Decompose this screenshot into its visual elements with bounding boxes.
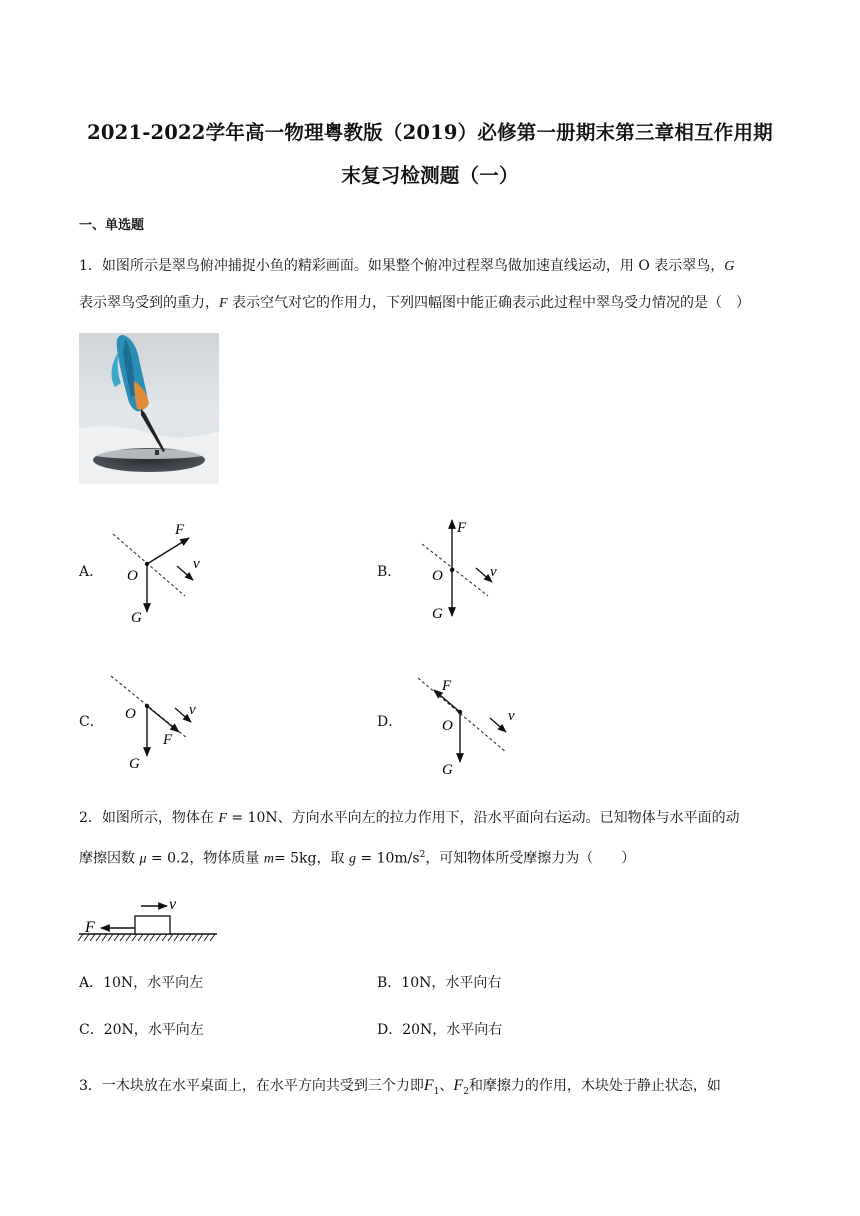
label-g: G	[129, 756, 140, 772]
label-g: G	[432, 606, 443, 622]
label-v: v	[193, 556, 200, 572]
q2-option-b: B．10N，水平向右	[377, 975, 502, 991]
q1-text-a: 表示翠鸟受到的重力，	[79, 295, 219, 311]
label-f: F	[457, 520, 467, 536]
q1-stem-line-2	[79, 293, 750, 314]
q2-text-d: = 0.2，物体质量	[146, 850, 264, 867]
q1-var-f: F	[219, 296, 228, 311]
label-o: O	[125, 706, 136, 722]
q2-var-mu: μ	[139, 851, 147, 867]
document-title-line-1: 2021-2022学年高一物理粤教版（2019）必修第一册期末第三章相互作用期	[87, 121, 773, 144]
q2-text-e: = 5kg，取	[273, 850, 349, 867]
q2-var-f: F	[218, 811, 227, 826]
label-v: v	[169, 896, 177, 913]
q2-stem-line-2	[79, 845, 635, 870]
q1-option-b-diagram	[410, 516, 510, 626]
q3-text-b: 和摩擦力的作用，木块处于静止状态，如	[468, 1078, 721, 1094]
kingfisher-photo	[79, 333, 219, 484]
label-g: G	[131, 610, 142, 626]
q1-option-c-diagram	[105, 668, 205, 778]
label-f: F	[85, 919, 95, 936]
q2-superscript: 2	[419, 850, 426, 860]
q1-var-g: G	[724, 259, 735, 274]
q2-stem-line-1	[79, 808, 740, 829]
q3-sub-1: 1	[433, 1086, 440, 1097]
document-title-line-2: 末复习检测题（一）	[341, 164, 519, 187]
q3-text-a: 3．一木块放在水平桌面上，在水平方向共受到三个力即	[79, 1078, 424, 1094]
q2-text-a: 2．如图所示，物体在	[79, 810, 219, 826]
q2-option-a: A．10N，水平向左	[79, 975, 204, 991]
q2-text-b: = 10N、方向水平向左的拉力作用下，沿水平面向右运动。已知物体与水平面的动	[226, 810, 740, 826]
q3-stem-line-1	[79, 1076, 721, 1102]
q2-text-c: 摩擦因数	[79, 850, 140, 867]
label-v: v	[189, 702, 196, 718]
q3-sep: 、	[439, 1078, 454, 1094]
q1-text: 1．如图所示是翠鸟俯冲捕捉小鱼的精彩画面。如果整个俯冲过程翠鸟做加速直线运动，用 O 表示翠鸟，	[79, 258, 725, 274]
q2-var-m: m	[263, 851, 274, 867]
q2-var-g: g	[348, 851, 356, 867]
section-heading: 一、单选题	[79, 218, 145, 233]
q2-option-c: C．20N，水平向左	[79, 1022, 204, 1038]
q1-option-d-label: D．	[377, 714, 403, 730]
q3-sub-2: 2	[463, 1086, 469, 1097]
label-o: O	[432, 568, 443, 584]
q2-block-figure	[77, 892, 222, 944]
q1-text-b: 表示空气对它的作用力，下列四幅图中能正确表示此过程中翠鸟受力情况的是（ ）	[227, 295, 751, 311]
label-f: F	[163, 732, 173, 748]
label-o: O	[442, 718, 453, 734]
q3-var-f1: F	[423, 1077, 434, 1094]
q3-var-f2: F	[453, 1077, 464, 1094]
label-v: v	[490, 564, 497, 580]
q1-option-c-label: C．	[79, 714, 104, 730]
label-g: G	[442, 762, 453, 778]
label-o: O	[127, 568, 138, 584]
label-f: F	[442, 678, 452, 694]
q2-text-f: = 10m/s	[355, 850, 420, 867]
label-v: v	[508, 708, 515, 724]
q1-option-b-label: B．	[377, 564, 402, 580]
q1-option-d-diagram	[410, 668, 530, 780]
label-f: F	[175, 522, 185, 538]
q1-stem-line-1	[79, 256, 734, 277]
q2-text-g: ，可知物体所受摩擦力为（ ）	[425, 850, 636, 867]
q1-option-a-label: A．	[79, 564, 104, 580]
q1-option-a-diagram	[105, 520, 205, 630]
q2-option-d: D．20N，水平向右	[377, 1022, 503, 1038]
